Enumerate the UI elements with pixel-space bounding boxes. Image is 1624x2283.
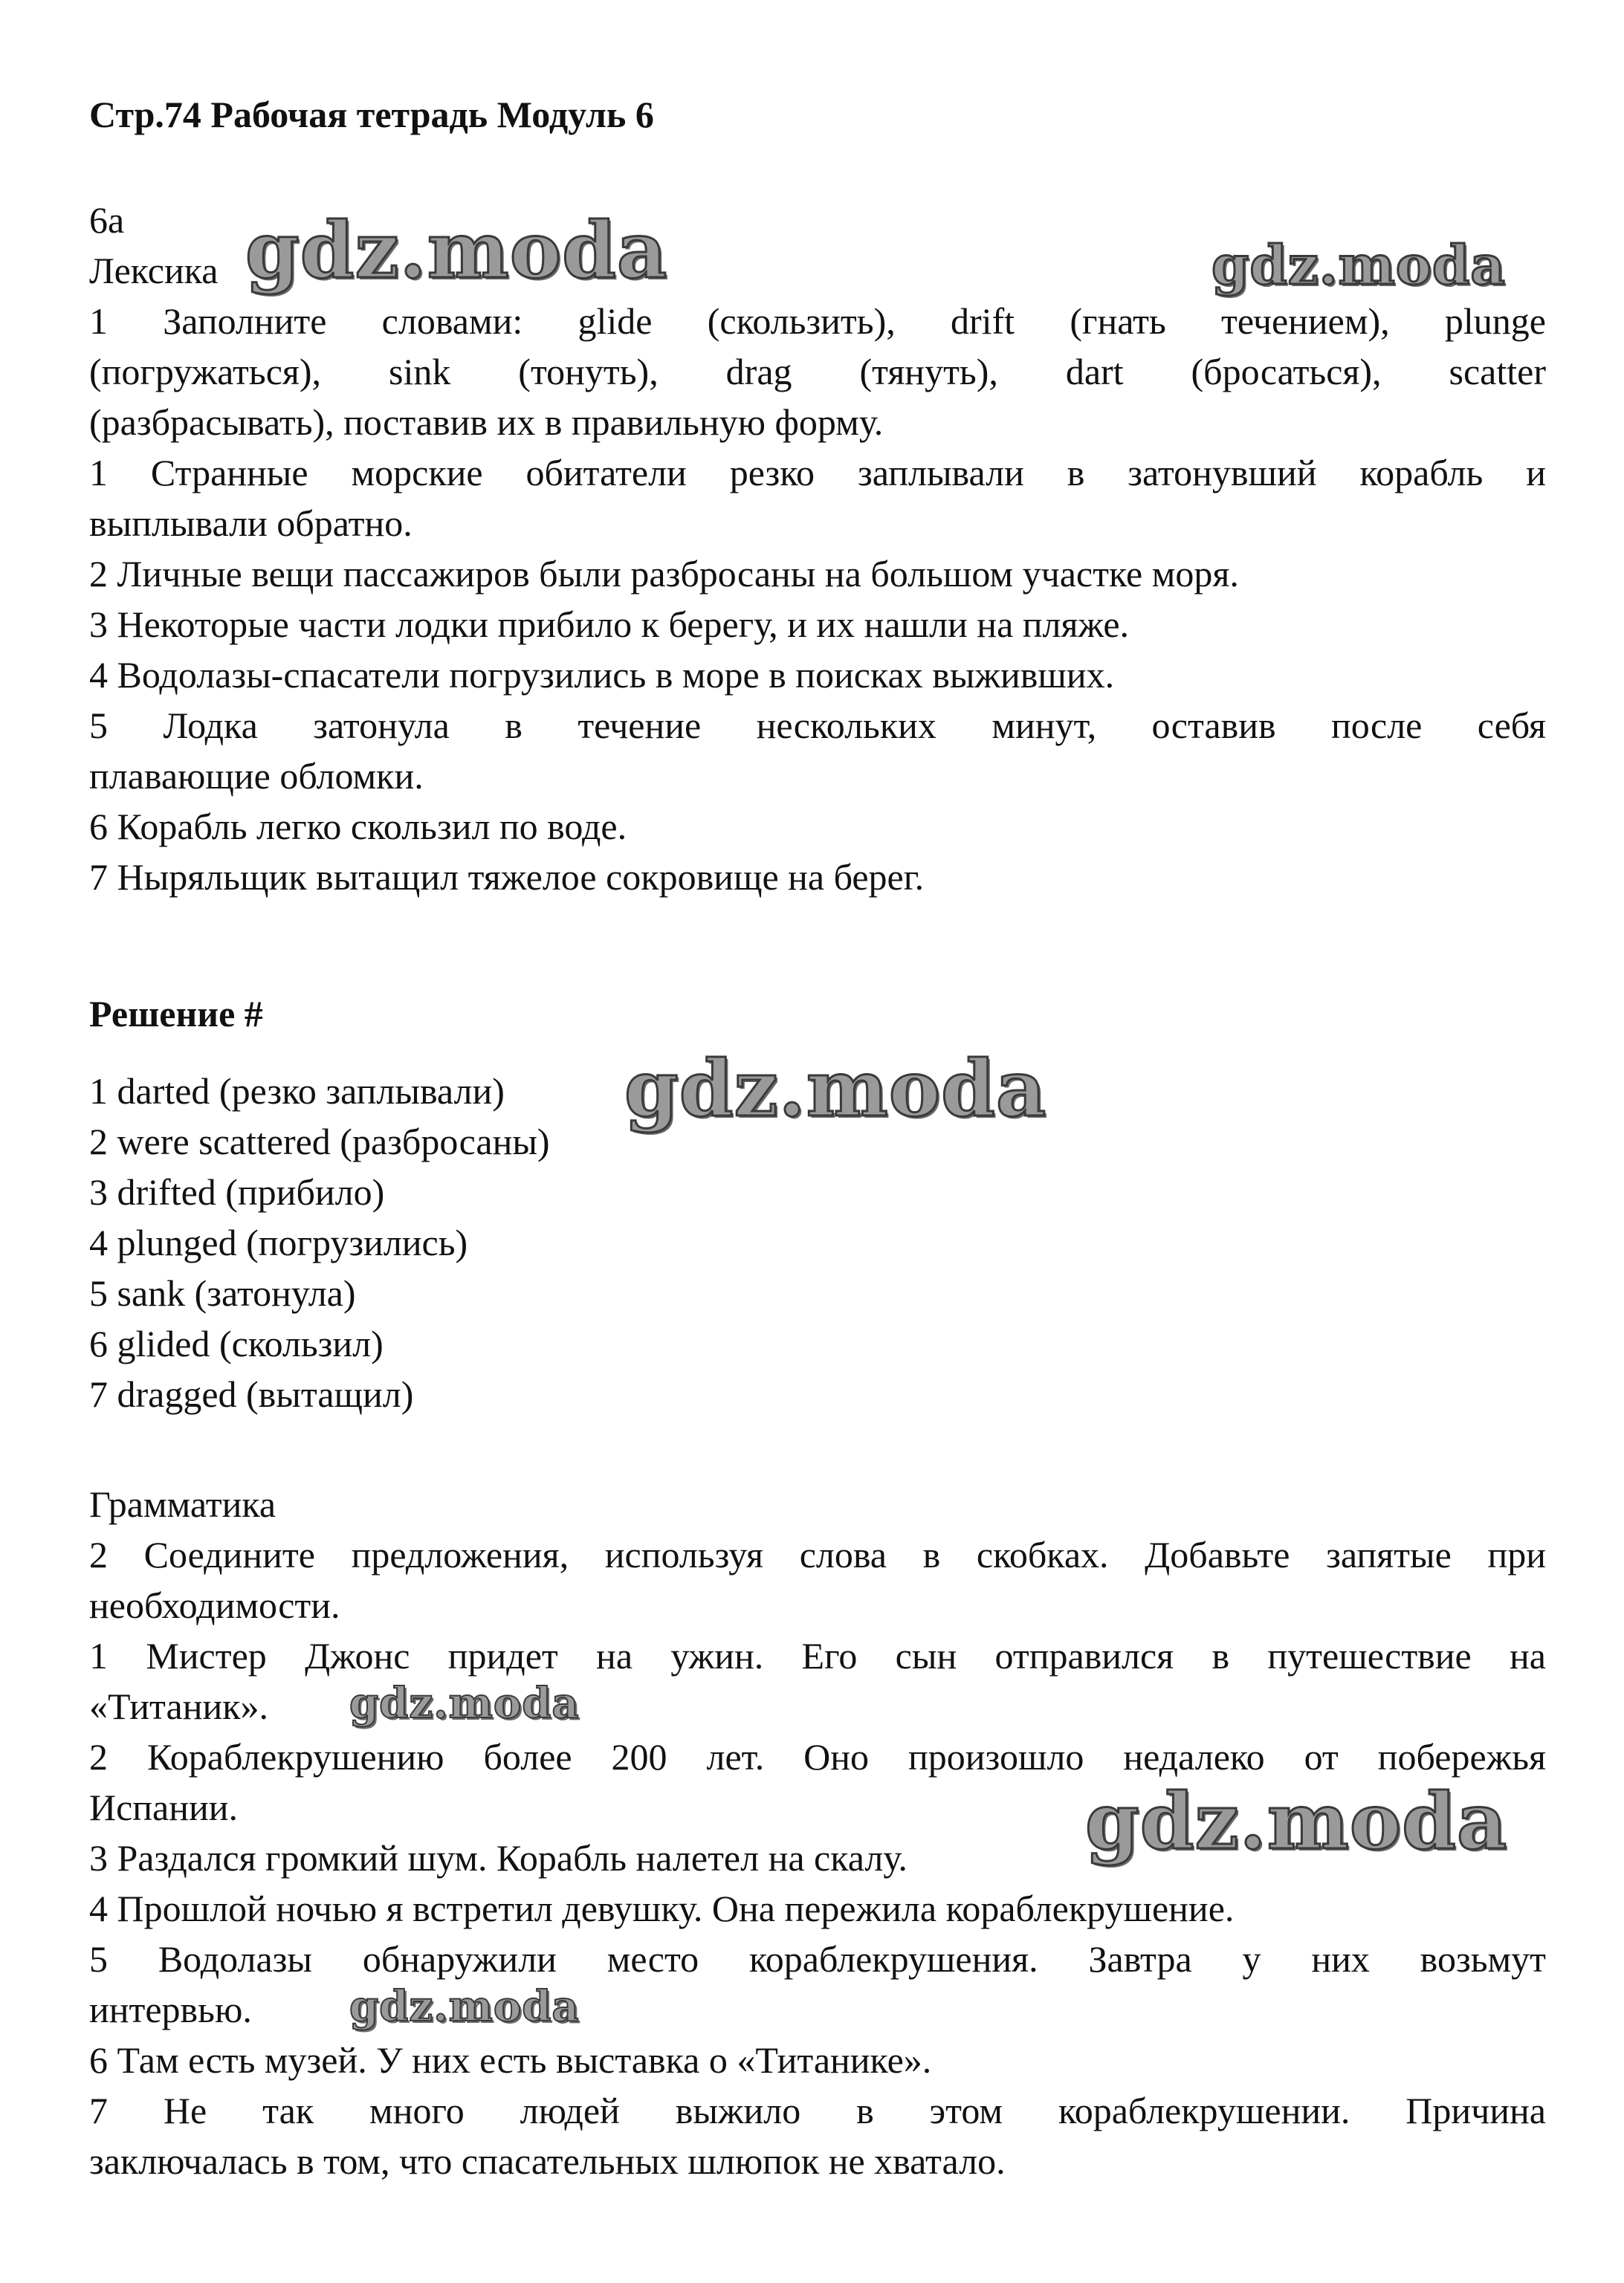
watermark-logo: gdz.moda (245, 204, 668, 296)
answer-line: 3 drifted (прибило) (89, 1171, 385, 1213)
sentence-line: 2 Кораблекрушению более 200 лет. Оно произошло недалеко от побережья (89, 1736, 1546, 1778)
task-line: (погружаться), sink (тонуть), drag (тянуть), dart (бросаться), scatter (89, 351, 1546, 392)
sentence-line: Испании. (89, 1787, 239, 1828)
sentence-line: 1 Мистер Джонс придет на ужин. Его сын отправился в путешествие на (89, 1635, 1546, 1677)
sentence-line: плавающие обломки. (89, 755, 424, 797)
sentence-line: 4 Прошлой ночью я встретил девушку. Она пережила кораблекрушение. (89, 1888, 1235, 1929)
sentence-line: интервью. (89, 1989, 252, 2030)
sentence-line: 7 Не так много людей выжило в этом кораблекрушении. Причина (89, 2090, 1546, 2131)
answer-line: 6 glided (скользил) (89, 1323, 384, 1364)
task-line: 1 Заполните словами: glide (скользить), drift (гнать течением), plunge (89, 300, 1546, 342)
sentence-line: 2 Личные вещи пассажиров были разбросаны на большом участке моря. (89, 553, 1239, 595)
sentence-line: 4 Водолазы-спасатели погрузились в море в поисках выживших. (89, 654, 1115, 696)
section-lexics-heading: Лексика (89, 250, 219, 291)
sentence-line: выплывали обратно. (89, 502, 413, 544)
task-line: 2 Соедините предложения, используя слова в скобках. Добавьте запятые при (89, 1534, 1546, 1576)
answer-line: 7 dragged (вытащил) (89, 1373, 414, 1415)
answer-line: 4 plunged (погрузились) (89, 1222, 468, 1263)
sentence-line: 3 Некоторые части лодки прибило к берегу, и их нашли на пляже. (89, 603, 1130, 645)
sentence-line: 6 Корабль легко скользил по воде. (89, 806, 627, 847)
answer-line: 5 sank (затонула) (89, 1272, 356, 1314)
sentence-line: 5 Лодка затонула в течение нескольких минут, оставив после себя (89, 705, 1546, 746)
section-grammar-heading: Грамматика (89, 1483, 276, 1525)
sentence-line: 3 Раздался громкий шум. Корабль налетел на скалу. (89, 1837, 908, 1879)
task-line: необходимости. (89, 1584, 340, 1626)
sentence-line: «Титаник». (89, 1685, 269, 1727)
sentence-line: 7 Ныряльщик вытащил тяжелое сокровище на берег. (89, 856, 925, 898)
sentence-line: 1 Странные морские обитатели резко заплывали в затонувший корабль и (89, 452, 1546, 493)
solution-heading: Решение # (89, 993, 263, 1034)
watermark-logo: gdz.moda (1211, 233, 1506, 297)
exercise-number: 6a (89, 199, 125, 241)
task-line: (разбрасывать), поставив их в правильную форму. (89, 401, 884, 443)
watermark-logo: gdz.moda (349, 1982, 580, 2031)
answer-line: 2 were scattered (разбросаны) (89, 1121, 550, 1162)
watermark-logo: gdz.moda (1085, 1775, 1508, 1867)
sentence-line: 5 Водолазы обнаружили место кораблекрушения. Завтра у них возьмут (89, 1938, 1546, 1980)
sentence-line: 6 Там есть музей. У них есть выставка о «Титанике». (89, 2039, 932, 2081)
watermark-logo: gdz.moda (624, 1043, 1047, 1134)
page-title: Стр.74 Рабочая тетрадь Модуль 6 (89, 94, 654, 135)
answer-line: 1 darted (резко заплывали) (89, 1070, 505, 1112)
sentence-line: заключалась в том, что спасательных шлюпок не хватало. (89, 2140, 1006, 2182)
watermark-logo: gdz.moda (349, 1679, 580, 1728)
